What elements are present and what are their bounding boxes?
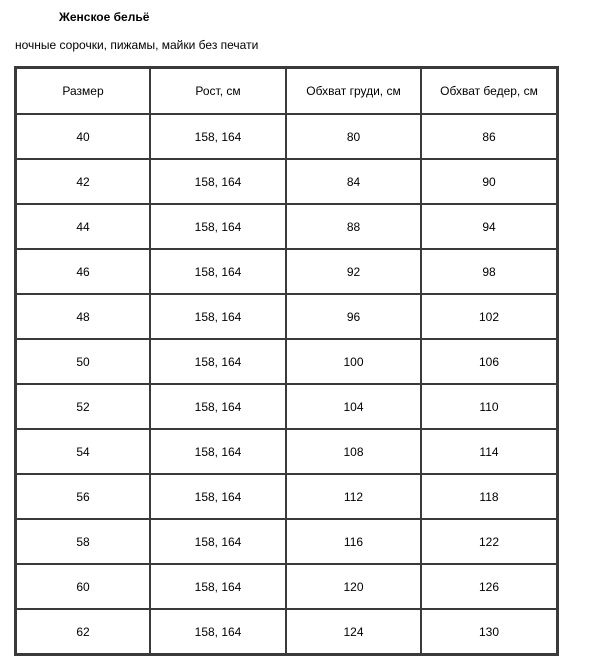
cell-size: 54 [16, 429, 150, 474]
table-row [16, 204, 557, 249]
cell-chest: 124 [286, 609, 421, 654]
cell-chest: 104 [286, 384, 421, 429]
cell-hips: 106 [421, 339, 557, 384]
cell-hips: 114 [421, 429, 557, 474]
cell-chest: 92 [286, 249, 421, 294]
cell-chest: 96 [286, 294, 421, 339]
table-row [16, 339, 557, 384]
cell-size: 50 [16, 339, 150, 384]
cell-chest: 80 [286, 114, 421, 159]
table-row [16, 294, 557, 339]
size-table [14, 66, 559, 656]
header-size: Размер [16, 68, 150, 114]
table-row [16, 519, 557, 564]
table-row [16, 429, 557, 474]
header-chest: Обхват груди, см [286, 68, 421, 114]
table-row [16, 564, 557, 609]
cell-hips: 130 [421, 609, 557, 654]
cell-hips: 90 [421, 159, 557, 204]
cell-chest: 88 [286, 204, 421, 249]
cell-size: 58 [16, 519, 150, 564]
cell-height: 158, 164 [150, 519, 286, 564]
cell-hips: 110 [421, 384, 557, 429]
cell-height: 158, 164 [150, 294, 286, 339]
cell-hips: 118 [421, 474, 557, 519]
cell-height: 158, 164 [150, 474, 286, 519]
cell-height: 158, 164 [150, 114, 286, 159]
cell-chest: 84 [286, 159, 421, 204]
cell-height: 158, 164 [150, 159, 286, 204]
table-row [16, 609, 557, 654]
cell-size: 40 [16, 114, 150, 159]
header-hips: Обхват бедер, см [421, 68, 557, 114]
cell-height: 158, 164 [150, 429, 286, 474]
cell-hips: 94 [421, 204, 557, 249]
cell-size: 42 [16, 159, 150, 204]
table-row [16, 249, 557, 294]
table-row [16, 384, 557, 429]
page-title: Женское бельё [59, 10, 150, 24]
cell-size: 48 [16, 294, 150, 339]
cell-height: 158, 164 [150, 339, 286, 384]
cell-hips: 126 [421, 564, 557, 609]
cell-height: 158, 164 [150, 384, 286, 429]
cell-chest: 116 [286, 519, 421, 564]
cell-chest: 120 [286, 564, 421, 609]
cell-size: 62 [16, 609, 150, 654]
cell-hips: 102 [421, 294, 557, 339]
cell-size: 46 [16, 249, 150, 294]
page-subtitle: ночные сорочки, пижамы, майки без печати [15, 38, 259, 52]
cell-height: 158, 164 [150, 249, 286, 294]
cell-chest: 112 [286, 474, 421, 519]
cell-size: 44 [16, 204, 150, 249]
cell-height: 158, 164 [150, 609, 286, 654]
cell-size: 52 [16, 384, 150, 429]
cell-hips: 86 [421, 114, 557, 159]
table-row [16, 114, 557, 159]
header-height: Рост, см [150, 68, 286, 114]
table-row [16, 159, 557, 204]
cell-hips: 122 [421, 519, 557, 564]
table-row [16, 474, 557, 519]
cell-height: 158, 164 [150, 564, 286, 609]
cell-chest: 100 [286, 339, 421, 384]
cell-hips: 98 [421, 249, 557, 294]
table-header-row [16, 68, 557, 114]
cell-chest: 108 [286, 429, 421, 474]
cell-height: 158, 164 [150, 204, 286, 249]
cell-size: 56 [16, 474, 150, 519]
cell-size: 60 [16, 564, 150, 609]
